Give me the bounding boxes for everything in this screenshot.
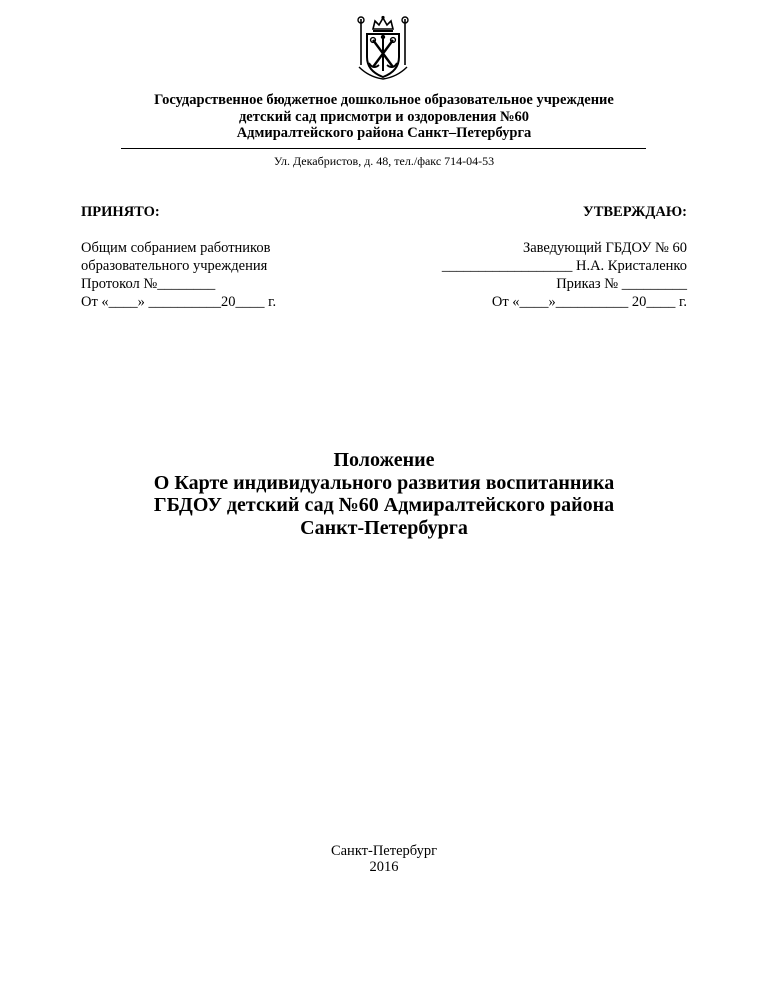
document-title-line: Санкт-Петербурга (300, 516, 468, 539)
approved-line: __________________ Н.А. Кристаленко (441, 258, 687, 274)
document-title-line: ГБДОУ детский сад №60 Адмиралтейского района (153, 494, 615, 516)
header-divider (121, 148, 646, 149)
footer-year: 2016 (369, 859, 399, 875)
document-title-line: Положение (333, 449, 435, 471)
accepted-line: От «____» __________20____ г. (81, 294, 277, 310)
organization-name (0, 92, 768, 142)
accepted-block (81, 203, 276, 311)
approved-line: От «____»__________ 20____ г. (491, 294, 687, 310)
accepted-line: образовательного учреждения (81, 258, 268, 274)
document-footer (0, 843, 768, 875)
document-title-line: О Карте индивидуального развития воспитанника (153, 471, 615, 494)
organization-name-line: Адмиралтейского района Санкт–Петербурга (236, 125, 532, 141)
organization-name-line: детский сад присмотри и оздоровления №60 (238, 108, 530, 125)
approved-line: Заведующий ГБДОУ № 60 (522, 240, 687, 256)
organization-name-line: Государственное бюджетное дошкольное образовательное учреждение (154, 92, 614, 108)
accepted-line: Общим собранием работников (81, 240, 271, 256)
st-petersburg-coat-of-arms-icon (355, 15, 411, 81)
organization-address: Ул. Декабристов, д. 48, тел./факс 714-04-53 (273, 154, 495, 168)
document-title (0, 449, 768, 539)
footer-city: Санкт-Петербург (330, 843, 438, 859)
approved-line: Приказ № _________ (556, 276, 687, 292)
approved-heading: УТВЕРЖДАЮ: (583, 204, 687, 220)
accepted-line: Протокол №________ (81, 276, 216, 292)
approved-block (442, 203, 687, 311)
accepted-heading: ПРИНЯТО: (81, 204, 160, 220)
